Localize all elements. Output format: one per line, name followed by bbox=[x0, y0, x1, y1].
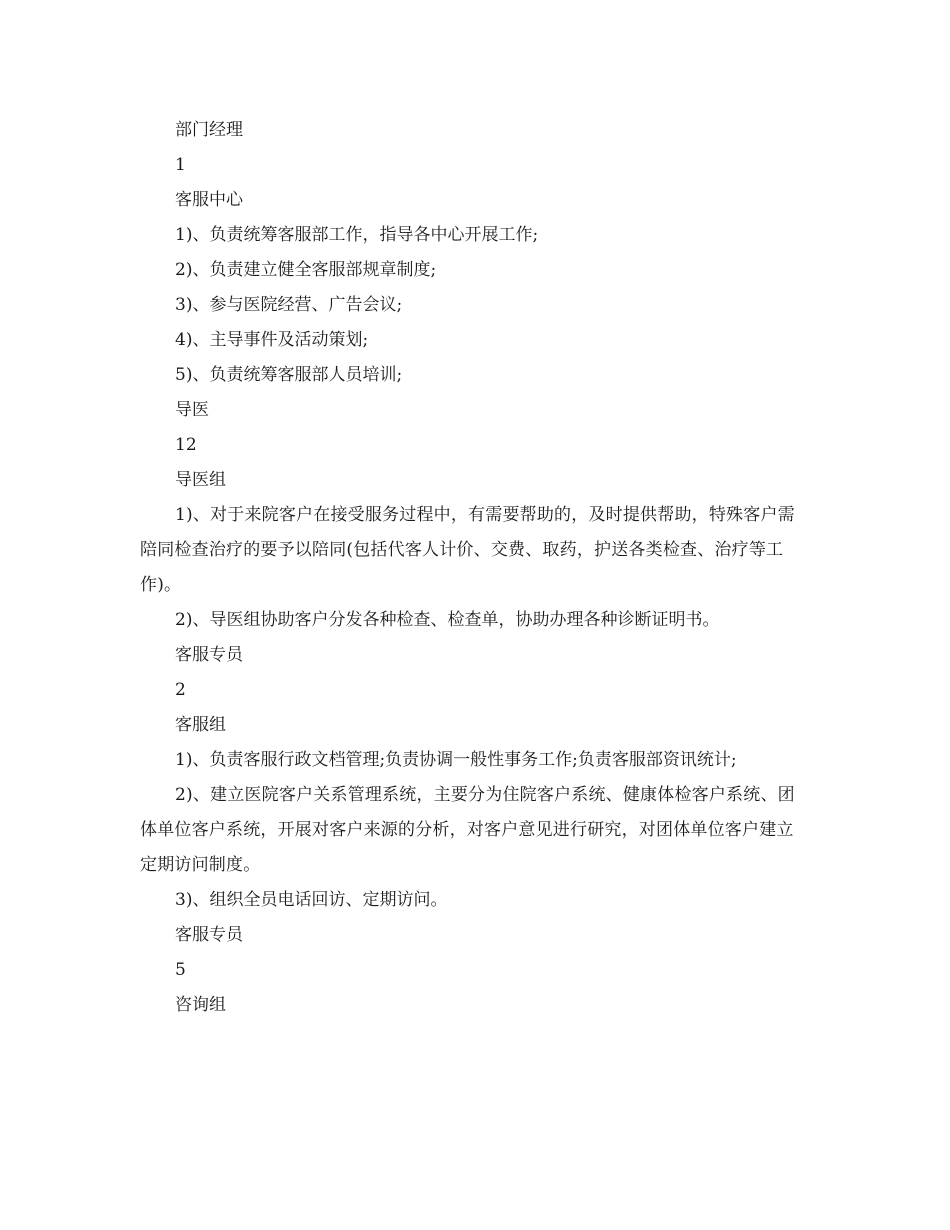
group-name: 导医组 bbox=[175, 470, 226, 490]
duty-item: 5)、负责统筹客服部人员培训; bbox=[175, 365, 403, 385]
role-title: 部门经理 bbox=[175, 120, 243, 140]
group-name: 客服中心 bbox=[175, 190, 243, 210]
role-title: 导医 bbox=[175, 400, 209, 420]
document-page bbox=[140, 113, 820, 1023]
role-title: 客服专员 bbox=[175, 925, 243, 945]
duty-paragraph: 1)、对于来院客户在接受服务过程中，有需要帮助的，及时提供帮助，特殊客户需陪同检查治疗的要予以陪同(包括代客人计价、交费、取药，护送各类检查、治疗等工作)。 bbox=[140, 505, 795, 595]
duty-item: 2)、负责建立健全客服部规章制度; bbox=[175, 260, 437, 280]
staff-count: 5 bbox=[175, 960, 186, 980]
duty-item: 1)、负责客服行政文档管理;负责协调一般性事务工作;负责客服部资讯统计; bbox=[175, 750, 737, 770]
group-name: 客服组 bbox=[175, 715, 226, 735]
staff-count: 2 bbox=[175, 680, 186, 700]
duty-paragraph: 2)、建立医院客户关系管理系统，主要分为住院客户系统、健康体检客户系统、团体单位客户系统，开展对客户来源的分析，对客户意见进行研究，对团体单位客户建立定期访问制度。 bbox=[140, 785, 795, 875]
duty-item: 4)、主导事件及活动策划; bbox=[175, 330, 369, 350]
duty-item: 3)、组织全员电话回访、定期访问。 bbox=[175, 890, 448, 910]
role-title: 客服专员 bbox=[175, 645, 243, 665]
staff-count: 12 bbox=[175, 435, 197, 455]
duty-item: 2)、导医组协助客户分发各种检查、检查单，协助办理各种诊断证明书。 bbox=[175, 610, 720, 630]
staff-count: 1 bbox=[175, 155, 186, 175]
duty-item: 3)、参与医院经营、广告会议; bbox=[175, 295, 403, 315]
group-name: 咨询组 bbox=[175, 995, 226, 1015]
duty-item: 1)、负责统筹客服部工作，指导各中心开展工作; bbox=[175, 225, 539, 245]
